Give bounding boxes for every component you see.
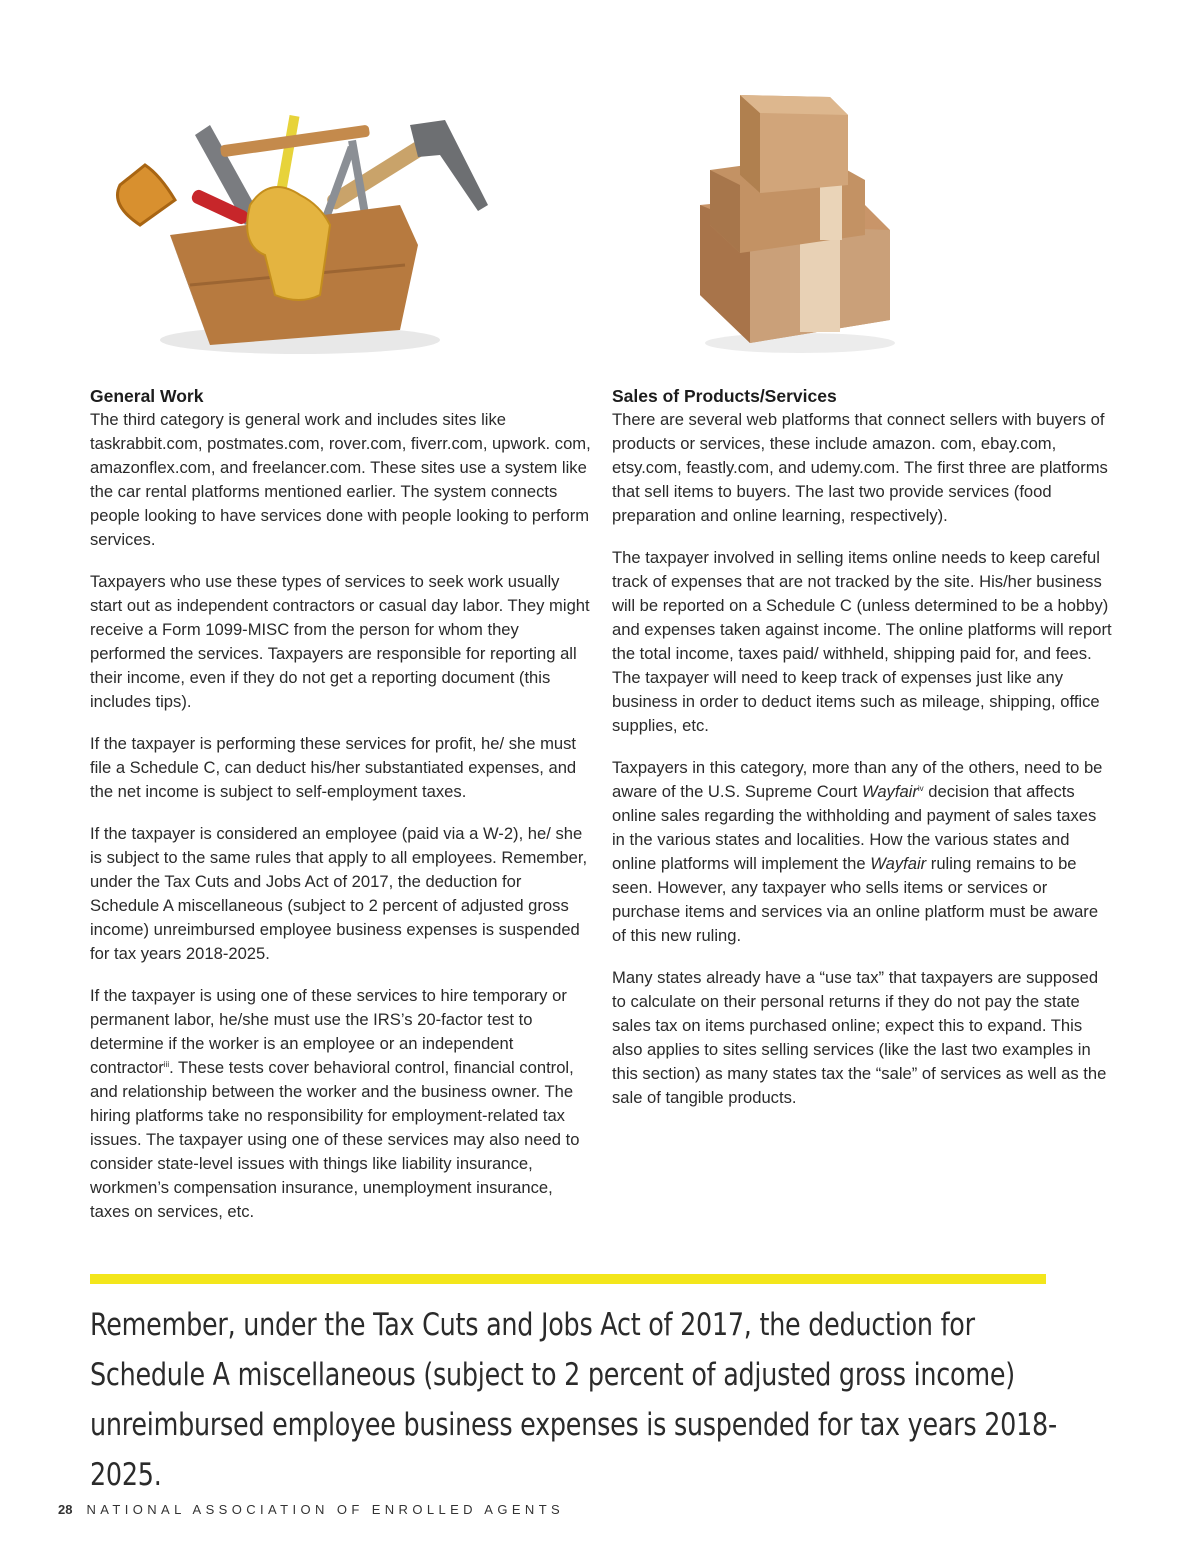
paragraph: If the taxpayer is considered an employee (paid via a W-2), he/ she is subject to the same rules that apply to all employees. Remember, under the Tax Cuts and Jobs Act of 2017, the deduction for Schedule A miscellaneous (subject to 2 percent of adjusted gross income) unreimbursed employee business expenses is suspended for tax years 2018-2025. — [90, 824, 588, 963]
paragraph — [90, 984, 595, 1224]
toolbox-illustration — [100, 95, 490, 360]
section-heading-general-work: General Work — [90, 386, 204, 406]
pull-quote: Remember, under the Tax Cuts and Jobs Act of 2017, the deduction for Schedule A miscellaneous (subject to 2 percent of adjusted gross income) unreimbursed employee business expenses is suspended for tax years 2018-2025. — [90, 1307, 1057, 1493]
text-span: . These tests cover behavioral control, financial control, and relationship between the worker and the business owner. The hiring platforms take no responsibility for employment-related tax issues. The taxpayer using one of these services may also need to consider state-level issues with things like liability insurance, workmen’s compensation insurance, unemployment insurance, taxes on services, etc. — [90, 1058, 580, 1221]
paragraph: There are several web platforms that connect sellers with buyers of products or services, these include amazon. com, ebay.com, etsy.com, feastly.com, and udemy.com. The first three are platforms that sell items to buyers. The last two provide services (food preparation and online learning, respectively). — [612, 410, 1108, 525]
footnote-ref: iv — [917, 784, 924, 793]
text-span: decision that affects online sales regarding the withholding and payment of sales taxes in the various states and localities. How the various states and online platforms will implement the — [612, 782, 1097, 873]
paragraph: The taxpayer involved in selling items online needs to keep careful track of expenses that are not tracked by the site. His/her business will be reported on a Schedule C (unless determined to be a hobby) and expenses taken against income. The online platforms will report the total income, taxes paid/ withheld, shipping paid for, and fees. The taxpayer will need to keep track of expenses just like any business in order to deduct items such as mileage, shipping, office supplies, etc. — [612, 548, 1112, 735]
case-name: Wayfair — [870, 854, 927, 873]
paragraph — [612, 756, 1112, 948]
paragraph: Many states already have a “use tax” that taxpayers are supposed to calculate on their personal returns if they do not pay the state sales tax on items purchased online; expect this to expand. This also applies to sites selling services (like the last two examples in this section) as many states tax the “sale” of services as well as the sale of tangible products. — [612, 968, 1107, 1107]
page-number: 28 — [58, 1502, 73, 1517]
shipping-boxes-illustration — [690, 85, 900, 355]
text-span: If the taxpayer is using one of these services to hire temporary or permanent labor, he/she must use the IRS’s 20-factor test to determine if the worker is an employee or an independent contractor — [90, 986, 567, 1077]
paragraph: If the taxpayer is performing these services for profit, he/ she must file a Schedule C, can deduct his/her substantiated expenses, and the net income is subject to self-employment taxes. — [90, 734, 577, 801]
page-footer — [58, 1502, 564, 1517]
case-name: Wayfair — [861, 782, 918, 801]
left-column — [90, 384, 595, 1242]
right-column — [612, 384, 1112, 1128]
section-heading-sales: Sales of Products/Services — [612, 386, 837, 406]
footnote-ref: iii — [163, 1060, 170, 1069]
paragraph: Taxpayers who use these types of services to seek work usually start out as independent contractors or casual day labor. They might receive a Form 1099-MISC from the person for whom they performed the services. Taxpayers are responsible for reporting all their income, even if they do not get a reporting document (this includes tips). — [90, 572, 590, 711]
text-span: ruling remains to be seen. However, any taxpayer who sells items or services or purchase items and services via an online platform must be aware of this new ruling. — [612, 854, 1099, 945]
accent-divider — [90, 1274, 1046, 1284]
text-span: Taxpayers in this category, more than any of the others, need to be aware of the U.S. Supreme Court — [612, 758, 1103, 801]
organization-name: NATIONAL ASSOCIATION OF ENROLLED AGENTS — [86, 1502, 565, 1517]
paragraph: The third category is general work and includes sites like taskrabbit.com, postmates.com, rover.com, fiverr.com, upwork. com, amazonflex.com, and freelancer.com. These sites use a system like the car rental platforms mentioned earlier. The system connects people looking to have services done with people looking to perform services. — [90, 410, 591, 549]
